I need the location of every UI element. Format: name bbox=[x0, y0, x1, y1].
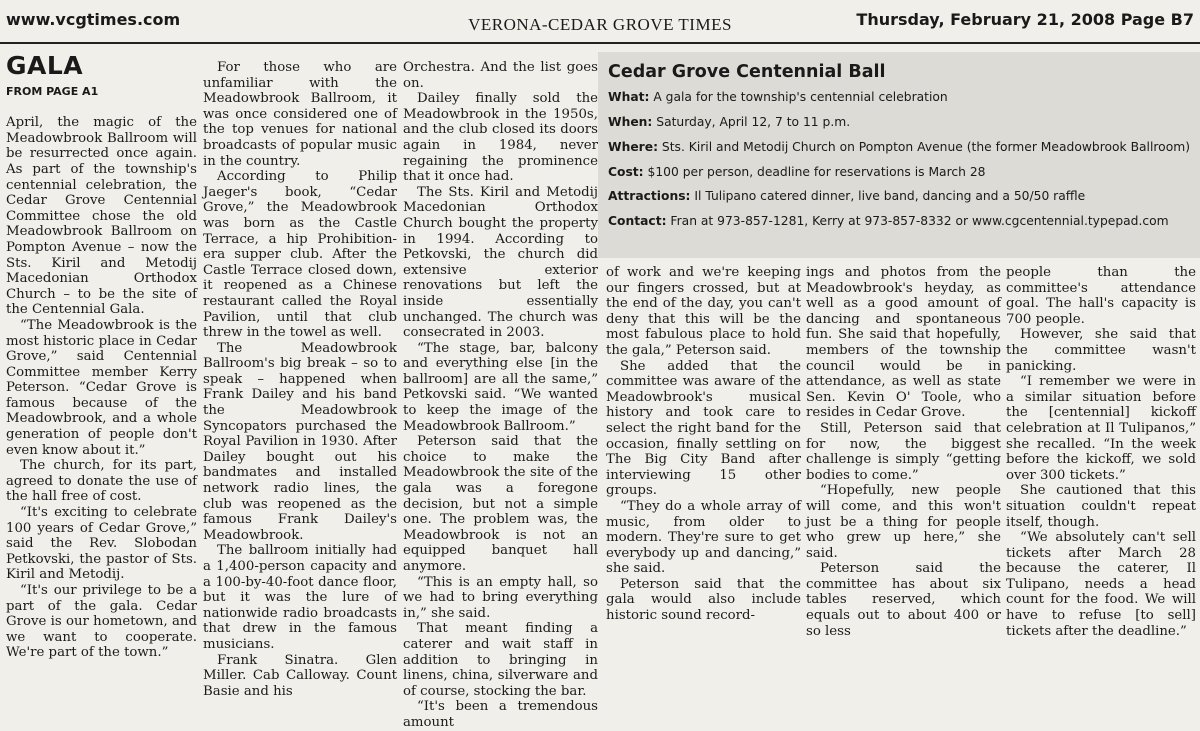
paragraph: She cautioned that this situation couldn't repeat itself, though. bbox=[1006, 483, 1196, 530]
info-value: A gala for the township's centennial celebration bbox=[653, 90, 948, 104]
paragraph: “It's been a tremendous amount bbox=[403, 699, 598, 730]
info-label: Where: bbox=[608, 140, 658, 154]
paragraph: Dailey finally sold the Meadowbrook in the 1950s, and the club closed its doors again in 1984, never regaining the prominence that it once had. bbox=[403, 91, 598, 185]
paragraph: The Meadowbrook Ballroom's big break – so to speak – happened when Frank Dailey and his band the Meadowbrook Syncopators purchased the Royal Pavilion in 1930. After Dailey bought out his bandmates and installed network radio lines, the club was reopened as the famous Frank Dailey's Meadowbrook. bbox=[203, 340, 397, 543]
info-contact bbox=[608, 214, 1169, 228]
info-label: When: bbox=[608, 115, 653, 129]
paragraph: “We absolutely can't sell tickets after March 28 because the caterer, Il Tulipano, needs a head count for the food. We will have to refuse [to sell] tickets after the deadline.” bbox=[1006, 530, 1196, 639]
jump-label: FROM PAGE A1 bbox=[6, 84, 99, 98]
info-value: Fran at 973-857-1281, Kerry at 973-857-8332 or www.cgcentennial.typepad.com bbox=[670, 214, 1169, 228]
info-when bbox=[608, 115, 850, 129]
paragraph: “It's our privilege to be a part of the gala. Cedar Grove is our hometown, and we want to cooperate. We're part of the town.” bbox=[6, 583, 197, 661]
paragraph: “I remember we were in a similar situation before the [centennial] kickoff celebration at Il Tulipanos,” she recalled. “In the week before the kickoff, we sold over 300 tickets.” bbox=[1006, 374, 1196, 483]
paragraph: However, she said that the committee wasn't panicking. bbox=[1006, 327, 1196, 374]
info-box-title: Cedar Grove Centennial Ball bbox=[608, 62, 886, 82]
paragraph: Orchestra. And the list goes on. bbox=[403, 60, 598, 91]
info-value: Saturday, April 12, 7 to 11 p.m. bbox=[656, 115, 851, 129]
article-column-1 bbox=[6, 51, 197, 661]
website-url: www.vcgtimes.com bbox=[6, 10, 181, 29]
info-cost bbox=[608, 165, 986, 179]
event-info-box bbox=[598, 52, 1200, 258]
article-column-6 bbox=[1006, 265, 1196, 639]
paragraph: Peterson said the committee has about six tables reserved, which equals out to about 400 or so less bbox=[806, 561, 1001, 639]
info-what bbox=[608, 90, 948, 104]
paragraph: Peterson said that the choice to make the Meadowbrook the site of the gala was a foregone decision, but not a simple one. The problem was, the Meadowbrook is not an equipped banquet hall anymore. bbox=[403, 434, 598, 574]
page-header bbox=[0, 0, 1200, 44]
paragraph: Frank Sinatra. Glen Miller. Cab Calloway. Count Basie and his bbox=[203, 652, 397, 699]
info-label: Cost: bbox=[608, 165, 644, 179]
info-value: Sts. Kiril and Metodij Church on Pompton Avenue (the former Meadowbrook Ballroom) bbox=[661, 140, 1190, 154]
paragraph: “This is an empty hall, so we had to bring everything in,” she said. bbox=[403, 574, 598, 621]
paragraph: According to Philip Jaeger's book, “Cedar Grove,” the Meadowbrook was born as the Castle Terrace, a hip Prohibition-era supper club. After the Castle Terrace closed down, it reopened as a Chinese restaurant called the Royal Pavilion, until that club threw in the towel as well. bbox=[203, 169, 397, 341]
paragraph: April, the magic of the Meadowbrook Ballroom will be resurrected once again. As part of the township's centennial celebration, the Cedar Grove Centennial Committee chose the old Meadowbrook Ballroom on Pompton Avenue – now the Sts. Kiril and Metodij Macedonian Orthodox Church – to be the site of the Centennial Gala. bbox=[6, 115, 197, 318]
info-label: Attractions: bbox=[608, 189, 691, 203]
article-column-2 bbox=[203, 60, 397, 699]
paragraph: ings and photos from the Meadowbrook's heyday, as well as a good amount of dancing and spontaneous fun. She said that hopefully, members of the township council would be in attendance, as well as state Sen. Kevin O' Toole, who resides in Cedar Grove. bbox=[806, 265, 1001, 421]
paragraph: The ballroom initially had a 1,400-person capacity and a 100-by-40-foot dance floor, but it was the lure of nationwide radio broadcasts that drew in the famous musicians. bbox=[203, 543, 397, 652]
newspaper-name: VERONA-CEDAR GROVE TIMES bbox=[468, 15, 732, 34]
article-column-3 bbox=[403, 60, 598, 730]
article-title: GALA bbox=[6, 51, 84, 80]
info-value: Il Tulipano catered dinner, live band, dancing and a 50/50 raffle bbox=[694, 189, 1086, 203]
paragraph: The church, for its part, agreed to donate the use of the hall free of cost. bbox=[6, 458, 197, 505]
paragraph: “The stage, bar, balcony and everything else [in the ballroom] are all the same,” Petkovski said. “We wanted to keep the image of the Meadowbrook Ballroom.” bbox=[403, 340, 598, 434]
paragraph: Still, Peterson said that for now, the biggest challenge is simply “getting bodies to come.” bbox=[806, 420, 1001, 483]
info-where bbox=[608, 140, 1190, 154]
article-column-4 bbox=[606, 265, 801, 624]
paragraph: “They do a whole array of music, from older to modern. They're sure to get everybody up and dancing,” she said. bbox=[606, 498, 801, 577]
paragraph: “Hopefully, new people will come, and this won't just be a thing for people who grew up here,” she said. bbox=[806, 483, 1001, 561]
paragraph: She added that the committee was aware of the Meadowbrook's musical history and took care to select the right band for the occasion, finally settling on The Big City Band after interviewing 15 other groups. bbox=[606, 358, 801, 499]
paragraph: “It's exciting to celebrate 100 years of Cedar Grove,” said the Rev. Slobodan Petkovski, the pastor of Sts. Kiril and Metodij. bbox=[6, 505, 197, 583]
paragraph: The Sts. Kiril and Metodij Macedonian Orthodox Church bought the property in 1994. According to Petkovski, the church did extensive exterior renovations but left the inside essentially unchanged. The church was consecrated in 2003. bbox=[403, 184, 598, 341]
info-label: What: bbox=[608, 90, 650, 104]
info-label: Contact: bbox=[608, 214, 667, 228]
date-and-page: Thursday, February 21, 2008 Page B7 bbox=[856, 10, 1194, 29]
paragraph: people than the committee's attendance goal. The hall's capacity is 700 people. bbox=[1006, 265, 1196, 327]
paragraph: Peterson said that the gala would also include historic sound record- bbox=[606, 576, 801, 624]
article-column-5 bbox=[806, 265, 1001, 639]
info-value: $100 per person, deadline for reservations is March 28 bbox=[647, 165, 986, 179]
info-attractions bbox=[608, 189, 1085, 203]
paragraph: “The Meadowbrook is the most historic place in Cedar Grove,” said Centennial Committee member Kerry Peterson. “Cedar Grove is famous because of the Meadowbrook, and a whole generation of people don't even know about it.” bbox=[6, 317, 197, 458]
paragraph: of work and we're keeping our fingers crossed, but at the end of the day, you can't deny that this will be the most fabulous place to hold the gala,” Peterson said. bbox=[606, 265, 801, 358]
paragraph: For those who are unfamiliar with the Meadowbrook Ballroom, it was once considered one of the top venues for national broadcasts of popular music in the country. bbox=[203, 60, 397, 169]
paragraph: That meant finding a caterer and wait staff in addition to bringing in linens, china, silverware and of course, stocking the bar. bbox=[403, 621, 598, 699]
